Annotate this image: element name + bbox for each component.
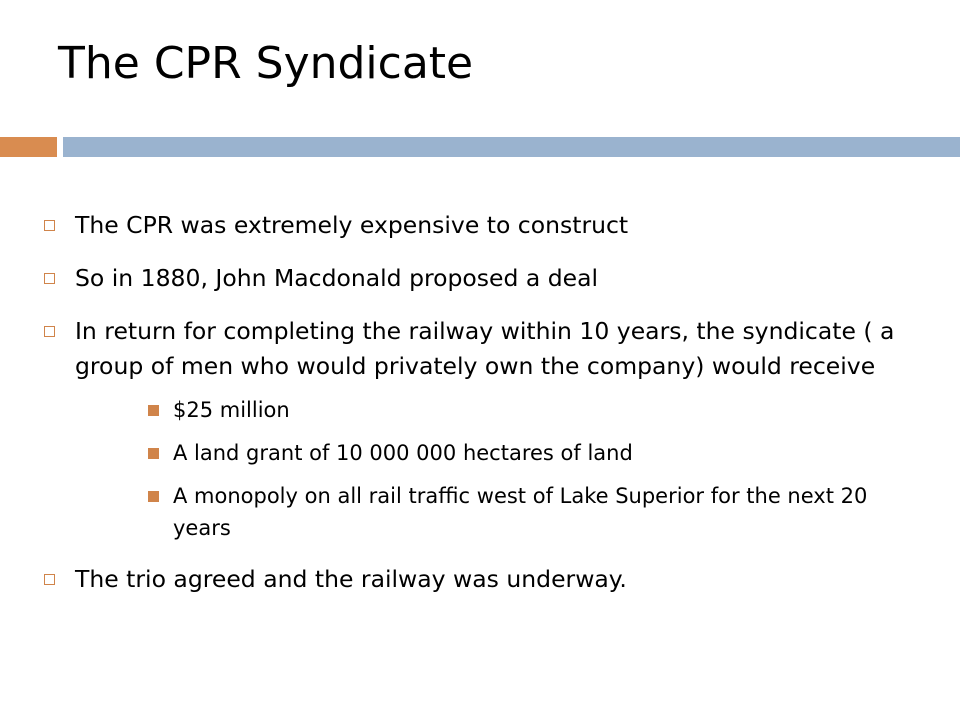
hollow-square-bullet-icon (44, 273, 55, 284)
bullet-text: The trio agreed and the railway was underway. (75, 565, 627, 593)
sub-bullet-text: A monopoly on all rail traffic west of Lake Superior for the next 20 years (173, 484, 868, 540)
slide-title: The CPR Syndicate (58, 38, 474, 89)
sub-bullet-item (75, 480, 924, 544)
filled-square-bullet-icon (148, 405, 159, 416)
hollow-square-bullet-icon (44, 220, 55, 231)
accent-bar (0, 137, 57, 157)
sub-bullet-item (75, 394, 924, 426)
bullet-item (44, 314, 924, 544)
sub-bullet-text: A land grant of 10 000 000 hectares of land (173, 441, 633, 465)
filled-square-bullet-icon (148, 448, 159, 459)
bullet-item (44, 261, 924, 296)
bullet-item (44, 562, 924, 597)
bullet-item (44, 208, 924, 243)
bullet-text: The CPR was extremely expensive to construct (75, 211, 629, 239)
bullet-text: So in 1880, John Macdonald proposed a deal (75, 264, 599, 292)
bullet-text: In return for completing the railway within 10 years, the syndicate ( a group of men who would privately own the company) would receive (75, 317, 895, 380)
sub-bullet-list (75, 394, 924, 544)
filled-square-bullet-icon (148, 491, 159, 502)
sub-bullet-text: $25 million (173, 398, 290, 422)
sub-bullet-item (75, 437, 924, 469)
title-divider-band (63, 137, 960, 157)
bullet-list (44, 208, 924, 615)
hollow-square-bullet-icon (44, 326, 55, 337)
hollow-square-bullet-icon (44, 574, 55, 585)
